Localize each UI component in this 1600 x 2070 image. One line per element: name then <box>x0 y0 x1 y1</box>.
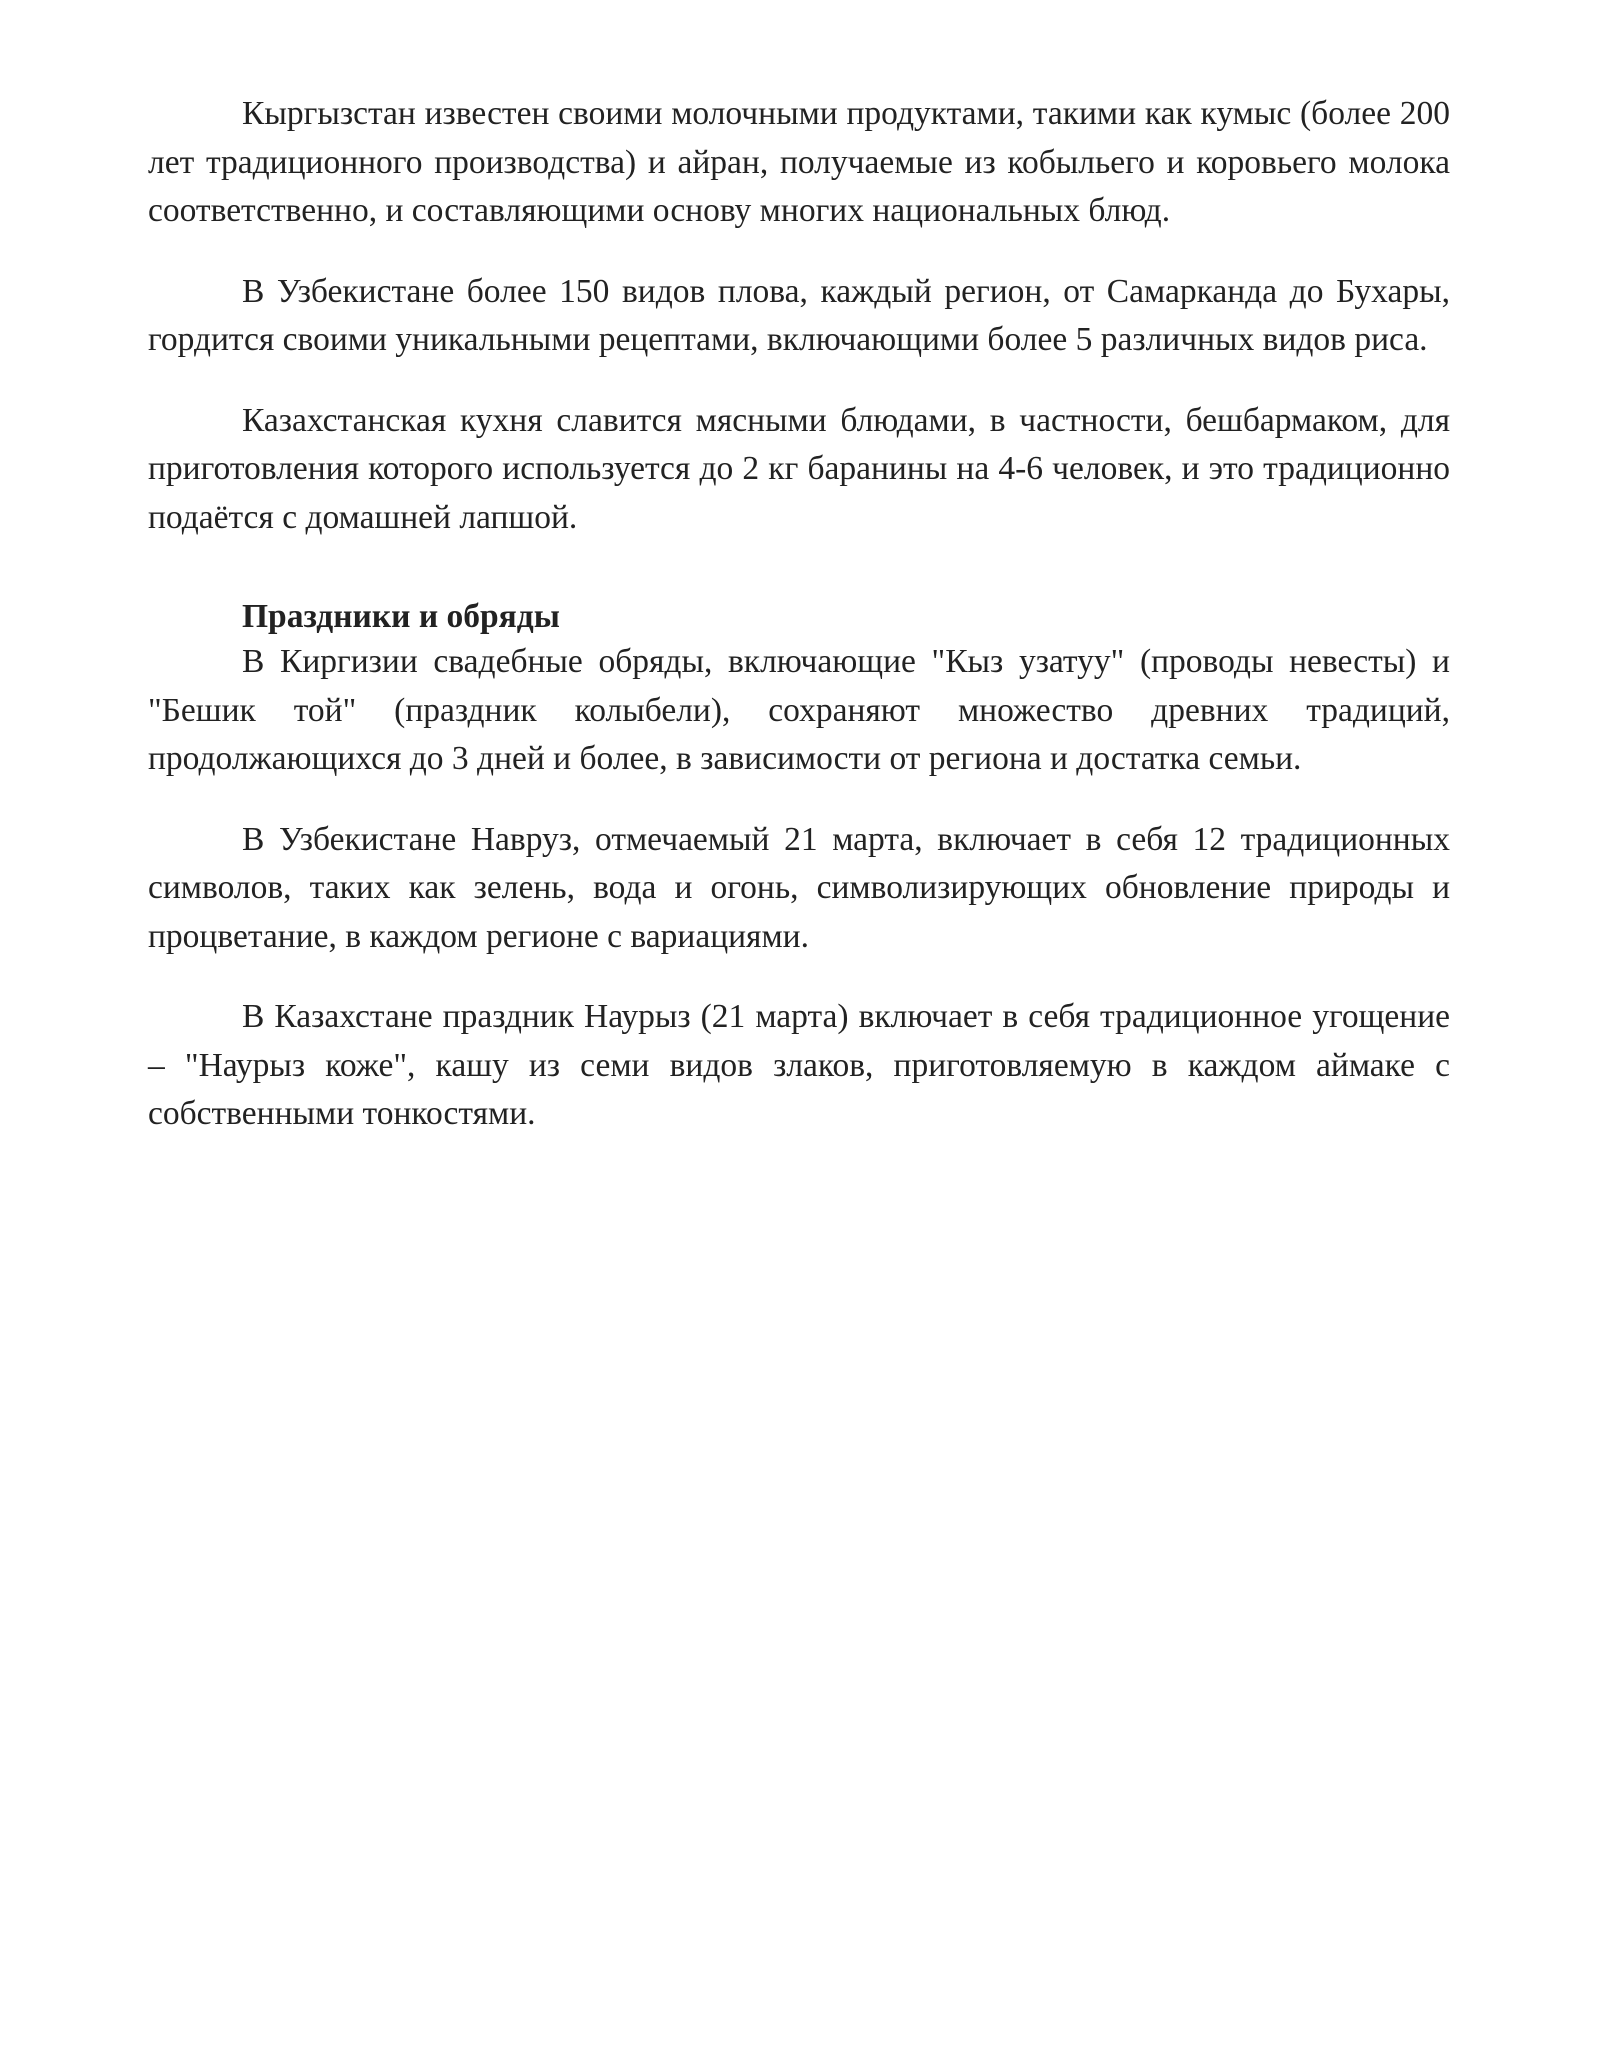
paragraph-uzbek-plov: В Узбекистане более 150 видов плова, каждый регион, от Самарканда до Бухары, гордится своими уникальными рецептами, включающими более 5 различных видов риса. <box>148 272 1450 358</box>
paragraph-kyrgyz-dairy: Кыргызстан известен своими молочными продуктами, такими как кумыс (более 200 лет традиционного производства) и айран, получаемые из кобыльего и коровьего молока соответственно, и составляющими основу многих национальных блюд. <box>148 95 1450 229</box>
paragraph-kyrgyz-wedding: В Киргизии свадебные обряды, включающие "Кыз узатуу" (проводы невесты) и "Бешик той" (праздник колыбели), сохраняют множество древних традиций, продолжающихся до 3 дней и более, в зависимости от региона и достатка семьи. <box>148 643 1450 777</box>
document-page <box>148 90 1450 1139</box>
paragraph-kazakh-cuisine: Казахстанская кухня славится мясными блюдами, в частности, бешбармаком, для приготовления которого используется до 2 кг баранины на 4-6 человек, и это традиционно подаётся с домашней лапшой. <box>148 401 1450 536</box>
section-heading: Праздники и обряды <box>242 598 560 635</box>
paragraph-uzbek-navruz: В Узбекистане Навруз, отмечаемый 21 марта, включает в себя 12 традиционных символов, таких как зелень, вода и огонь, символизирующих обновление природы и процветание, в каждом регионе с вариациями. <box>148 820 1450 955</box>
paragraph-kazakh-nauryz: В Казахстане праздник Наурыз (21 марта) включает в себя традиционное угощение – "Наурыз коже", кашу из семи видов злаков, приготовляемую в каждом аймаке с собственными тонкостями. <box>148 998 1450 1132</box>
